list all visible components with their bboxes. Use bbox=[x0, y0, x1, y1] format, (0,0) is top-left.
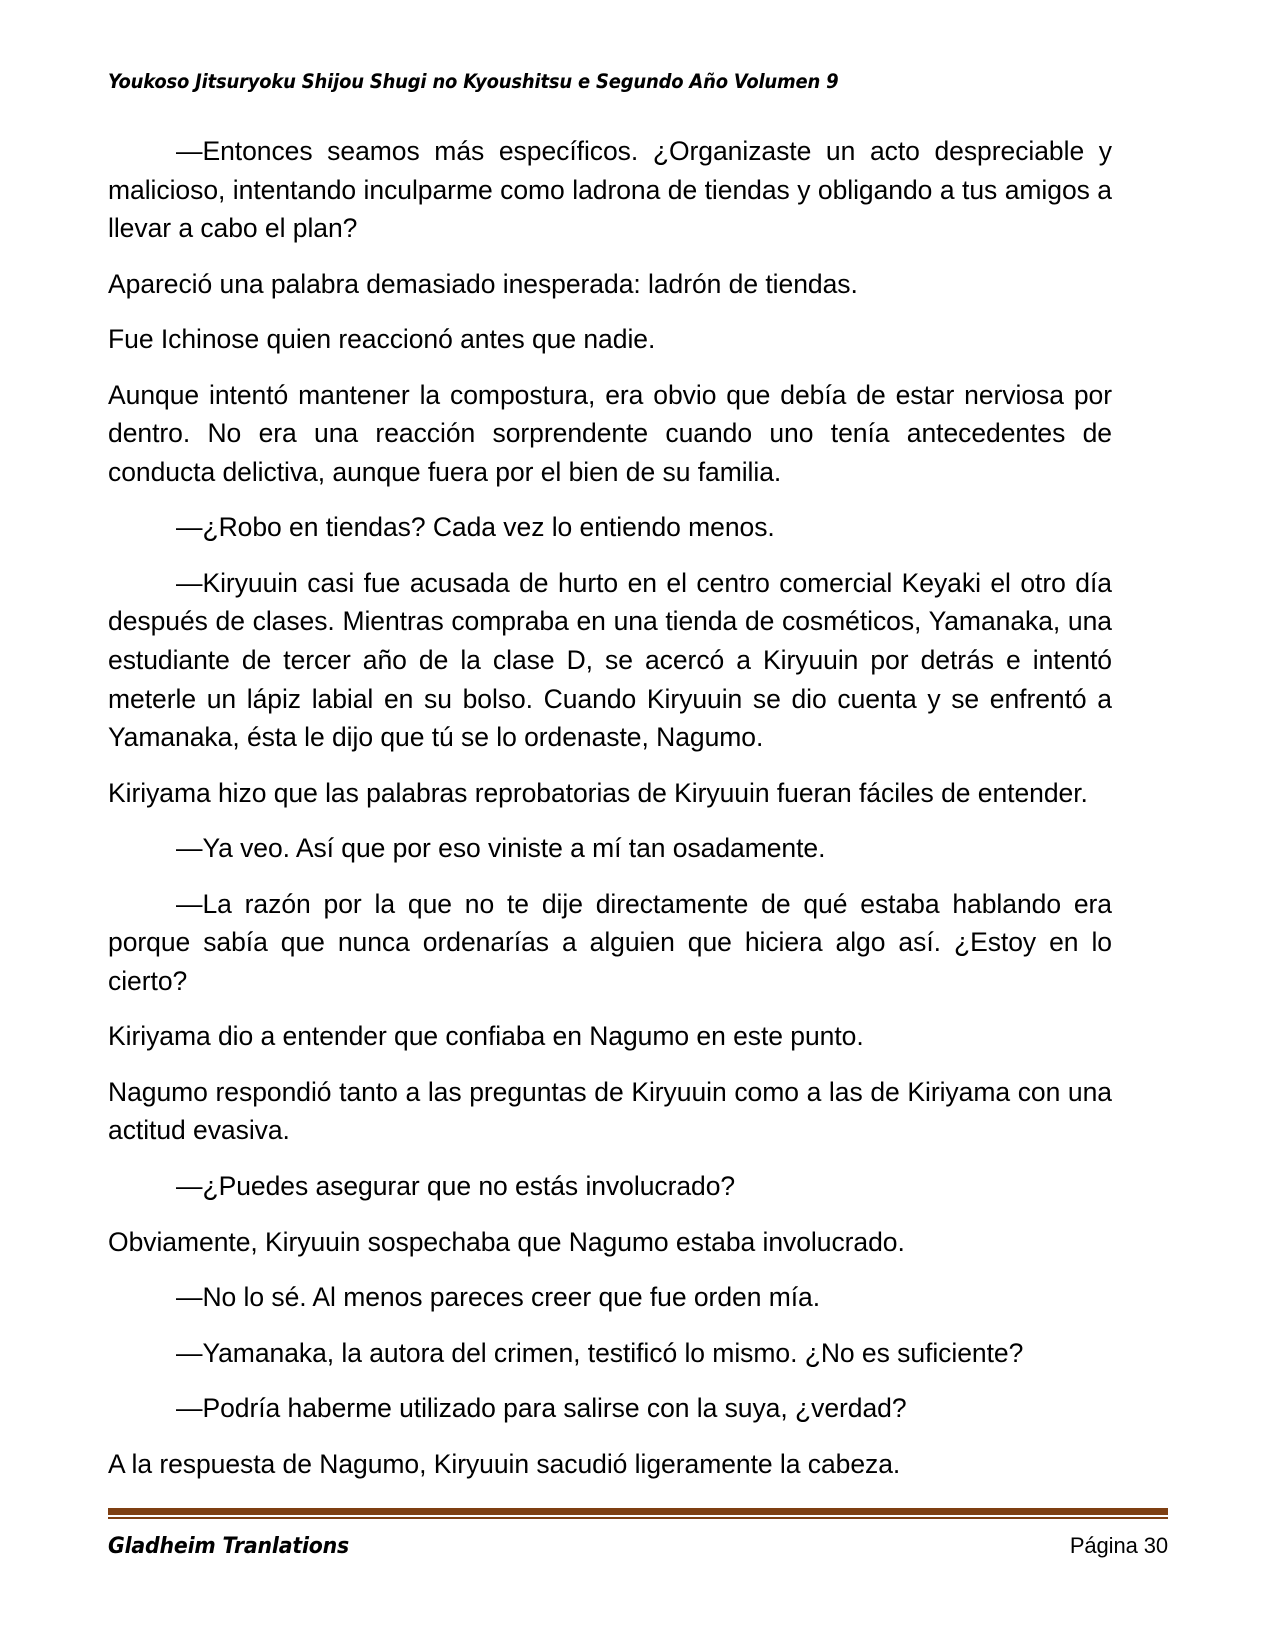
document-body bbox=[108, 132, 1112, 1483]
footer-divider-thin bbox=[108, 1517, 1168, 1519]
body-paragraph: —Ya veo. Así que por eso viniste a mí tan osadamente. bbox=[176, 833, 826, 864]
body-paragraph: Nagumo respondió tanto a las preguntas de Kiryuuin como a las de Kiriyama con una actitud evasiva. bbox=[108, 1076, 1112, 1146]
page-footer bbox=[108, 1508, 1168, 1559]
footer-row bbox=[108, 1533, 1168, 1559]
footer-divider-thick bbox=[108, 1508, 1168, 1515]
body-paragraph: Fue Ichinose quien reaccionó antes que nadie. bbox=[108, 324, 656, 355]
body-paragraph: —Podría haberme utilizado para salirse con la suya, ¿verdad? bbox=[176, 1393, 907, 1424]
body-paragraph: Obviamente, Kiryuuin sospechaba que Nagumo estaba involucrado. bbox=[108, 1226, 905, 1257]
body-paragraph: —No lo sé. Al menos pareces creer que fue orden mía. bbox=[176, 1282, 821, 1313]
footer-divider bbox=[108, 1508, 1168, 1519]
footer-brand: Gladheim Tranlations bbox=[108, 1534, 350, 1559]
body-paragraph: —Entonces seamos más específicos. ¿Organizaste un acto despreciable y malicioso, intentando inculparme como ladrona de tiendas y obligando a tus amigos a llevar a cabo el plan? bbox=[108, 136, 1112, 244]
body-paragraph: —¿Puedes asegurar que no estás involucrado? bbox=[176, 1171, 736, 1202]
body-paragraph: Kiriyama dio a entender que confiaba en Nagumo en este punto. bbox=[108, 1021, 864, 1052]
body-paragraph: —Kiryuuin casi fue acusada de hurto en el centro comercial Keyaki el otro día después de clases. Mientras compraba en una tienda de cosméticos, Yamanaka, una estudiante de tercer año de la clase D, se acercó a Kiryuuin por detrás e intentó meterle un lápiz labial en su bolso. Cuando Kiryuuin se dio cuenta y se enfrentó a Yamanaka, ésta le dijo que tú se lo ordenaste, Nagumo. bbox=[108, 567, 1112, 753]
body-paragraph: —La razón por la que no te dije directamente de qué estaba hablando era porque sabía que nunca ordenarías a alguien que hiciera algo así. ¿Estoy en lo cierto? bbox=[108, 888, 1112, 996]
body-paragraph: —¿Robo en tiendas? Cada vez lo entiendo menos. bbox=[176, 512, 775, 543]
body-paragraph: Apareció una palabra demasiado inesperada: ladrón de tiendas. bbox=[108, 268, 858, 299]
body-paragraph: A la respuesta de Nagumo, Kiryuuin sacudió ligeramente la cabeza. bbox=[108, 1448, 901, 1479]
body-paragraph: —Yamanaka, la autora del crimen, testificó lo mismo. ¿No es suficiente? bbox=[176, 1337, 1024, 1368]
page-header bbox=[108, 70, 1168, 100]
body-paragraph: Kiriyama hizo que las palabras reprobatorias de Kiryuuin fueran fáciles de entender. bbox=[108, 777, 1088, 808]
body-paragraph: Aunque intentó mantener la compostura, era obvio que debía de estar nerviosa por dentro. No era una reacción sorprendente cuando uno tenía antecedentes de conducta delictiva, aunque fuera por el bien de su familia. bbox=[108, 379, 1112, 487]
page-number: Página 30 bbox=[1069, 1533, 1168, 1558]
header-title: Youkoso Jitsuryoku Shijou Shugi no Kyoushitsu e Segundo Año Volumen 9 bbox=[108, 70, 839, 93]
